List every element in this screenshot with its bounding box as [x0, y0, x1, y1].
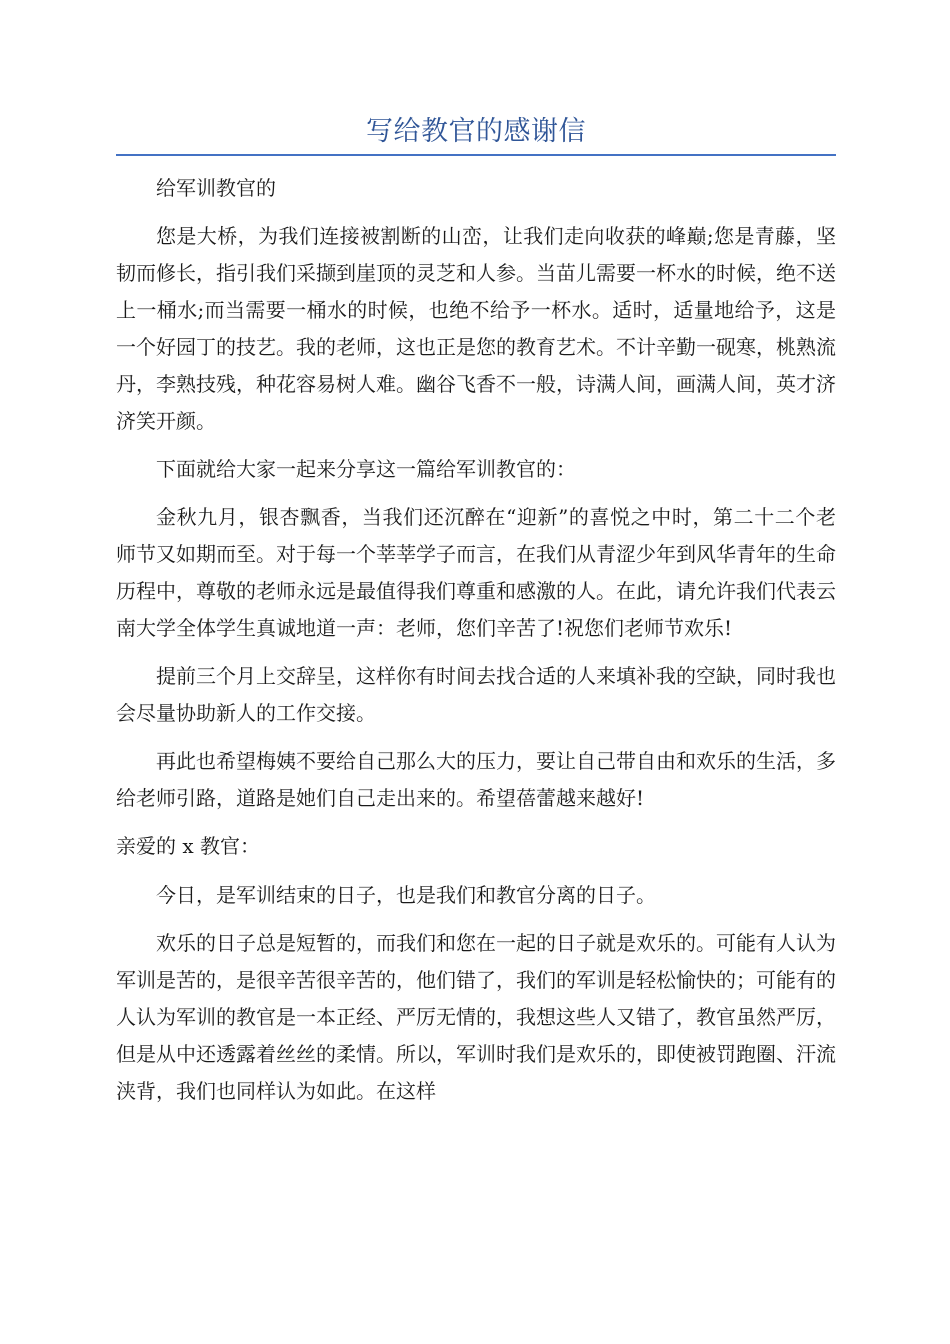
title-underline: [116, 154, 836, 156]
title-block: [116, 112, 836, 156]
letter-body: [116, 170, 836, 1121]
paragraph-5: 提前三个月上交辞呈，这样你有时间去找合适的人来填补我的空缺，同时我也会尽量协助新人的工作交接。: [116, 664, 836, 725]
salutation: 亲爱的 x 教官：: [116, 834, 260, 858]
paragraph-6: 再此也希望梅姨不要给自己那么大的压力，要让自己带自由和欢乐的生活，多给老师引路，道路是她们自己走出来的。希望蓓蕾越来越好!: [116, 749, 836, 810]
page-title: 写给教官的感谢信: [366, 116, 586, 147]
paragraph-8: 今日，是军训结束的日子，也是我们和教官分离的日子。: [156, 883, 656, 907]
paragraph-4: 金秋九月，银杏飘香，当我们还沉醉在“迎新”的喜悦之中时，第二十二个老师节又如期而至。对于每一个莘莘学子而言，在我们从青涩少年到风华青年的生命历程中，尊敬的老师永远是最值得我们尊重和感激的人。在此，请允许我们代表云南大学全体学生真诚地道一声：老师，您们辛苦了!祝您们老师节欢乐!: [116, 505, 836, 640]
paragraph-2: 您是大桥，为我们连接被割断的山峦，让我们走向收获的峰巅;您是青藤，坚韧而修长，指引我们采撷到崖顶的灵芝和人参。当苗儿需要一杯水的时候，绝不送上一桶水;而当需要一桶水的时候，也绝不给予一杯水。适时，适量地给予，这是一个好园丁的技艺。我的老师，这也正是您的教育艺术。不计辛勤一砚寒，桃熟流丹，李熟技残，种花容易树人难。幽谷飞香不一般，诗满人间，画满人间，英才济济笑开颜。: [116, 224, 836, 433]
paragraph-1: 给军训教官的: [156, 176, 276, 200]
paragraph-9: 欢乐的日子总是短暂的，而我们和您在一起的日子就是欢乐的。可能有人认为军训是苦的，是很辛苦很辛苦的，他们错了，我们的军训是轻松愉快的；可能有的人认为军训的教官是一本正经、严厉无情的，我想这些人又错了，教官虽然严厉，但是从中还透露着丝丝的柔情。所以，军训时我们是欢乐的，即使被罚跑圈、汗流浃背，我们也同样认为如此。在这样: [116, 931, 836, 1103]
paragraph-3: 下面就给大家一起来分享这一篇给军训教官的：: [156, 457, 576, 481]
